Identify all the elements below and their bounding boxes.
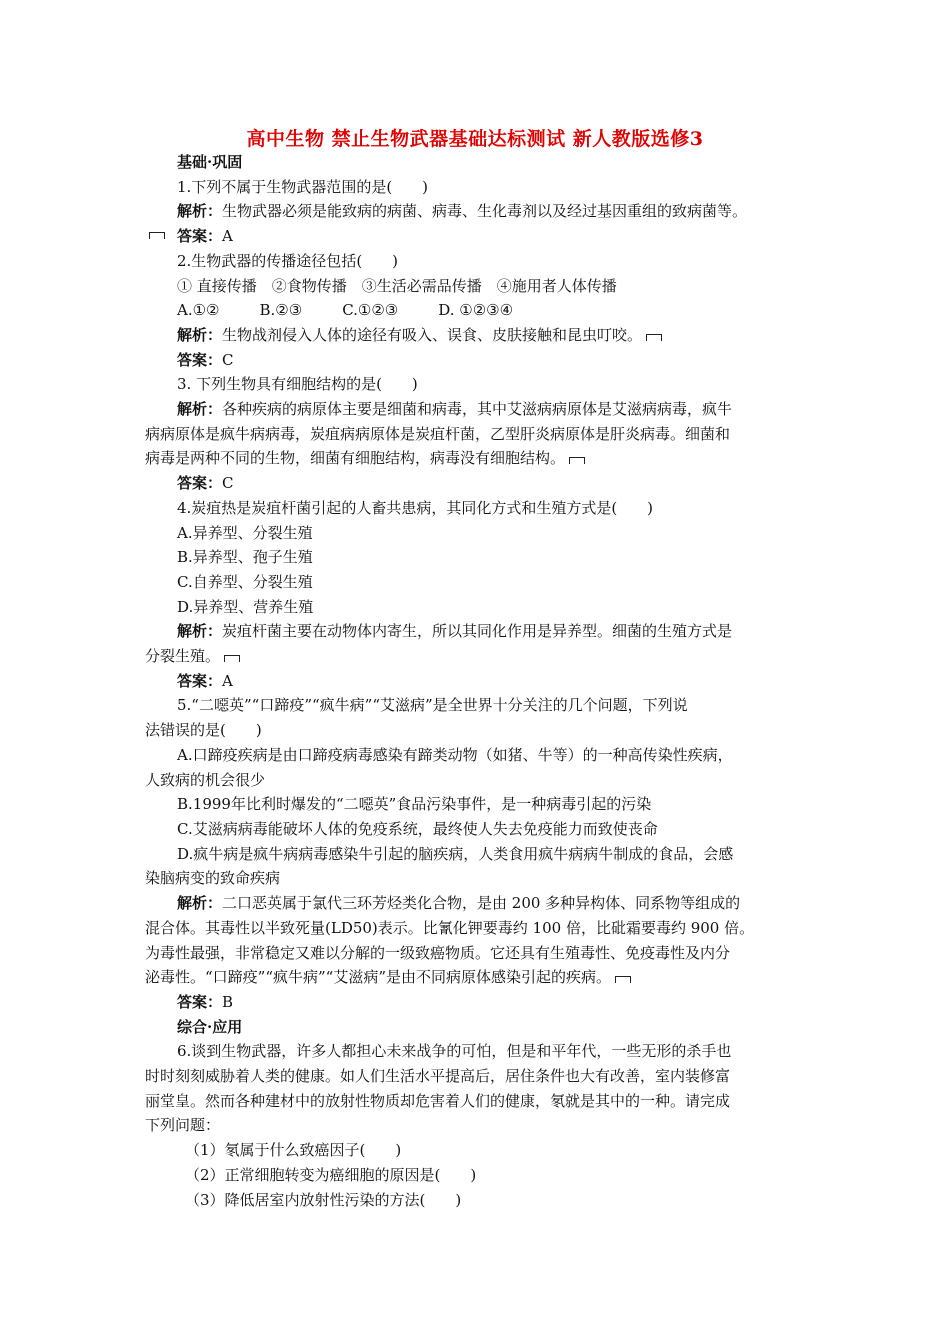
question-5-option-a-line-2: 人致病的机会很少 [145, 770, 266, 789]
question-3: 3. 下列生物具有细胞结构的是( ) [177, 375, 418, 394]
question-3-analysis-line-3 [145, 446, 810, 471]
question-1-analysis [145, 199, 810, 224]
answer-value: C [222, 474, 234, 493]
analysis-label: 解析： [177, 202, 223, 221]
analysis-text: 二口恶英属于氯代三环芳烃类化合物，是由 200 多种异构体、同系物等组成的 [222, 894, 741, 913]
answer-value: A [222, 671, 233, 690]
answer-label: 答案： [177, 350, 223, 369]
document-title: 高中生物 禁止生物武器基础达标测试 新人教版选修3 [246, 128, 704, 150]
question-6-line-2: 时时刻刻威胁着人类的健康。如人们生活水平提高后，居住条件也大有改善，室内装修富 [145, 1067, 731, 1086]
answer-value: B [222, 992, 234, 1011]
option-b: B.②③ [259, 301, 303, 320]
option-c: C.①②③ [342, 301, 399, 320]
question-4-option-a: A.异养型、分裂生殖 [177, 523, 313, 542]
question-2-options [145, 298, 810, 323]
question-5-analysis-line-2: 混合体。其毒性以半致死量(LD50)表示。比氰化钾要毒约 100 倍，比砒霜要毒约 900 倍。 [145, 918, 755, 937]
question-5-option-c: C.艾滋病病毒能破坏人体的免疫系统，最终使人失去免疫能力而致使丧命 [177, 819, 658, 838]
analysis-text: 各种疾病的病原体主要是细菌和病毒，其中艾滋病病原体是艾滋病病毒，疯牛 [222, 400, 733, 419]
option-d: D. ①②③④ [438, 301, 514, 320]
answer-value: A [222, 227, 233, 246]
return-mark-icon [224, 655, 240, 662]
option-a: A.①② [177, 301, 220, 320]
question-5-answer [145, 990, 810, 1015]
answer-label: 答案： [177, 227, 223, 246]
answer-label: 答案： [177, 992, 223, 1011]
question-3-analysis-line-2: 病病原体是疯牛病病毒，炭疽病病原体是炭疽杆菌，乙型肝炎病原体是肝炎病毒。细菌和 [145, 424, 731, 443]
section-heading-basic: 基础·巩固 [177, 153, 243, 171]
question-5-option-b: B.1999年比利时爆发的“二噁英”食品污染事件，是一种病毒引起的污染 [177, 795, 652, 814]
analysis-text: 病毒是两种不同的生物，细菌有细胞结构，病毒没有细胞结构。 [145, 449, 566, 468]
analysis-label: 解析： [177, 400, 223, 419]
question-3-answer [145, 471, 810, 496]
question-4-analysis-line-1 [145, 619, 810, 644]
return-mark-icon [569, 457, 585, 464]
analysis-text: 炭疽杆菌主要在动物体内寄生，所以其同化作用是异养型。细菌的生殖方式是 [222, 622, 733, 641]
question-6-sub-2: （2）正常细胞转变为癌细胞的原因是( ) [185, 1165, 477, 1184]
answer-label: 答案： [177, 474, 223, 493]
question-6-line-3: 丽堂皇。然而各种建材中的放射性物质却危害着人们的健康，氡就是其中的一种。请完成 [145, 1091, 731, 1110]
question-6-line-4: 下列问题： [145, 1116, 221, 1135]
question-2-items: ① 直接传播 ②食物传播 ③生活必需品传播 ④施用者人体传播 [177, 276, 617, 295]
return-mark-icon [646, 334, 662, 341]
analysis-label: 解析： [177, 894, 223, 913]
question-5-analysis-line-3: 为毒性最强，非常稳定又难以分解的一级致癌物质。它还具有生殖毒性、免疫毒性及内分 [145, 943, 731, 962]
question-5-option-d-line-1: D.疯牛病是疯牛病病毒感染牛引起的脑疾病，人类食用疯牛病病牛制成的食品，会感 [177, 844, 734, 863]
analysis-text: 生物武器必须是能致病的病菌、病毒、生化毒剂以及经过基因重组的致病菌等。 [222, 202, 748, 221]
question-4-option-c: C.自养型、分裂生殖 [177, 572, 313, 591]
document-body [145, 150, 810, 1212]
answer-label: 答案： [177, 671, 223, 690]
answer-value: C [222, 350, 234, 369]
question-6-sub-1: （1）氡属于什么致癌因子( ) [185, 1141, 402, 1160]
return-mark-icon [149, 232, 165, 239]
question-2-answer [145, 348, 810, 373]
question-1: 1.下列不属于生物武器范围的是( ) [177, 177, 429, 196]
question-5-option-d-line-2: 染脑病变的致命疾病 [145, 869, 281, 888]
question-4: 4.炭疽热是炭疽杆菌引起的人畜共患病，其同化方式和生殖方式是( ) [177, 498, 654, 517]
question-4-analysis-line-2 [145, 644, 810, 669]
question-2-analysis [145, 323, 810, 348]
analysis-text: 分裂生殖。 [145, 647, 221, 666]
question-5-line-1: 5.“二噁英”“口蹄疫”“疯牛病”“艾滋病”是全世界十分关注的几个问题，下列说 [177, 696, 688, 715]
question-6-sub-3: （3）降低居室内放射性污染的方法( ) [185, 1190, 462, 1209]
question-4-option-b: B.异养型、孢子生殖 [177, 548, 313, 567]
section-heading-application: 综合·应用 [177, 1017, 243, 1036]
question-5-analysis-line-4 [145, 965, 810, 990]
question-5-option-a-line-1: A.口蹄疫疾病是由口蹄疫病毒感染有蹄类动物（如猪、牛等）的一种高传染性疾病， [177, 745, 733, 764]
question-4-answer [145, 669, 810, 694]
analysis-label: 解析： [177, 325, 223, 344]
question-2: 2.生物武器的传播途径包括( ) [177, 251, 399, 270]
question-6-line-1: 6.谈到生物武器，许多人都担心未来战争的可怕，但是和平年代，一些无形的杀手也 [177, 1042, 732, 1061]
question-5-analysis-line-1 [145, 891, 810, 916]
question-1-answer [145, 224, 810, 249]
return-mark-icon [615, 976, 631, 983]
question-5-line-2: 法错误的是( ) [145, 721, 262, 740]
question-4-option-d: D.异养型、营养生殖 [177, 597, 314, 616]
analysis-label: 解析： [177, 622, 223, 641]
analysis-text: 生物战剂侵入人体的途径有吸入、误食、皮肤接触和昆虫叮咬。 [222, 325, 643, 344]
analysis-text: 泌毒性。“口蹄疫”“疯牛病”“艾滋病”是由不同病原体感染引起的疾病。 [145, 968, 612, 987]
question-3-analysis-line-1 [145, 397, 810, 422]
